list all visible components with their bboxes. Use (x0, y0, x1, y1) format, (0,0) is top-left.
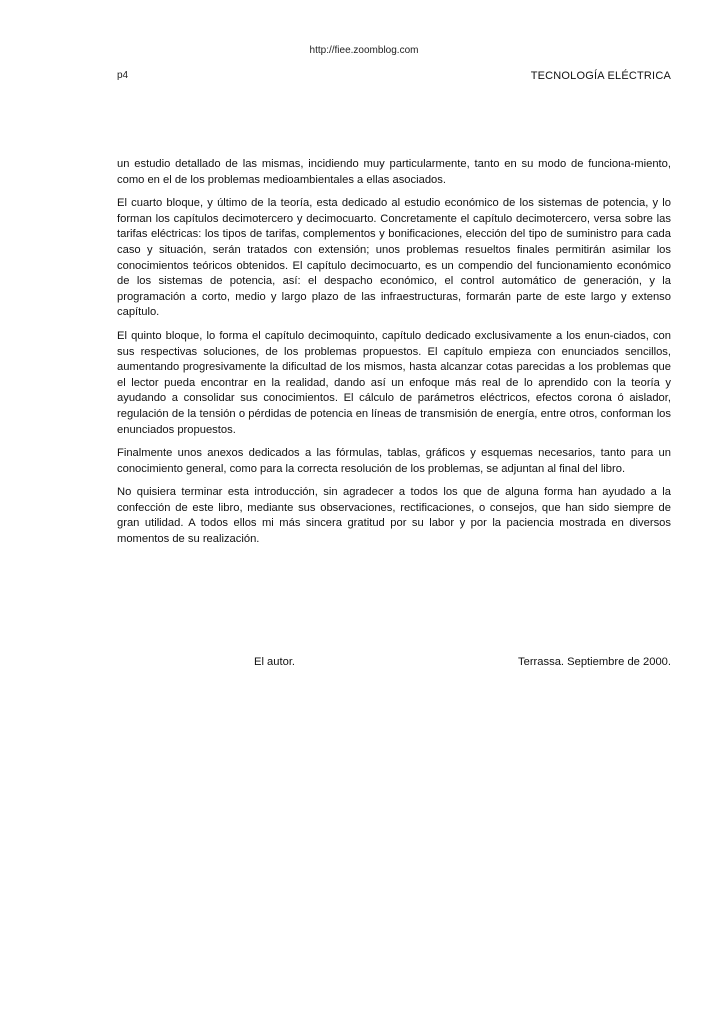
running-title: TECNOLOGÍA ELÉCTRICA (530, 70, 671, 82)
place-date: Terrassa. Septiembre de 2000. (518, 656, 671, 668)
document-body (117, 157, 671, 556)
page-number: p4 (117, 70, 129, 81)
paragraph: No quisiera terminar esta introducción, sin agradecer a todos los que de alguna forma han ayudado a la confección de este libro, mediante sus observaciones, rectificaciones, o consejos, que han sido siempre de gran utilidad. A todos ellos mi más sincera gratitud por su labor y por la paciencia mostrada en diversos momentos de su realización. (117, 486, 671, 546)
paragraph: El cuarto bloque, y último de la teoría, esta dedicado al estudio económico de los sistemas de potencia, y lo forman los capítulos decimotercero y decimocuarto. Concretamente el capítulo decimotercero, versa sobre las tarifas eléctricas: los tipos de tarifas, complementos y bonificaciones, elección del tipo de suministro para cada caso y situación, serán tratados con extensión; unos problemas resueltos finales permitirán asimilar los conocimientos teóricos obtenidos. El capítulo decimocuarto, es un compendio del funcionamiento económico de los sistemas de potencia, así: el despacho económico, el control automático de generación, y la programación a corto, medio y largo plazo de las infraestructuras, formarán parte de este largo y extenso capítulo. (117, 197, 671, 319)
paragraph: El quinto bloque, lo forma el capítulo decimoquinto, capítulo dedicado exclusivamente a los enun-ciados, con sus respectivas soluciones, de los problemas propuestos. El capítulo empieza con enunciados sencillos, aumentando progresivamente la dificultad de los mismos, hasta alcanzar cotas parecidas a los problemas que el lector pueda encontrar en la realidad, dando así un enfoque más real de lo aprendido con la teoría y ayudando a consolidar sus conocimientos. El cálculo de parámetros eléctricos, efectos corona ó aislador, regulación de la tensión o pérdidas de potencia en líneas de transmisión de energía, entre otros, conforman los enunciados propuestos. (117, 329, 671, 436)
author-signature: El autor. (254, 656, 296, 668)
paragraph: un estudio detallado de las mismas, incidiendo muy particularmente, tanto en su modo de funciona-miento, como en el de los problemas medioambientales a ellas asociados. (117, 158, 671, 186)
source-url: http://fiee.zoomblog.com (309, 45, 419, 56)
paragraph: Finalmente unos anexos dedicados a las fórmulas, tablas, gráficos y esquemas necesarios, tanto para un conocimiento general, como para la correcta resolución de los problemas, se adjuntan al final del libro. (117, 447, 671, 475)
